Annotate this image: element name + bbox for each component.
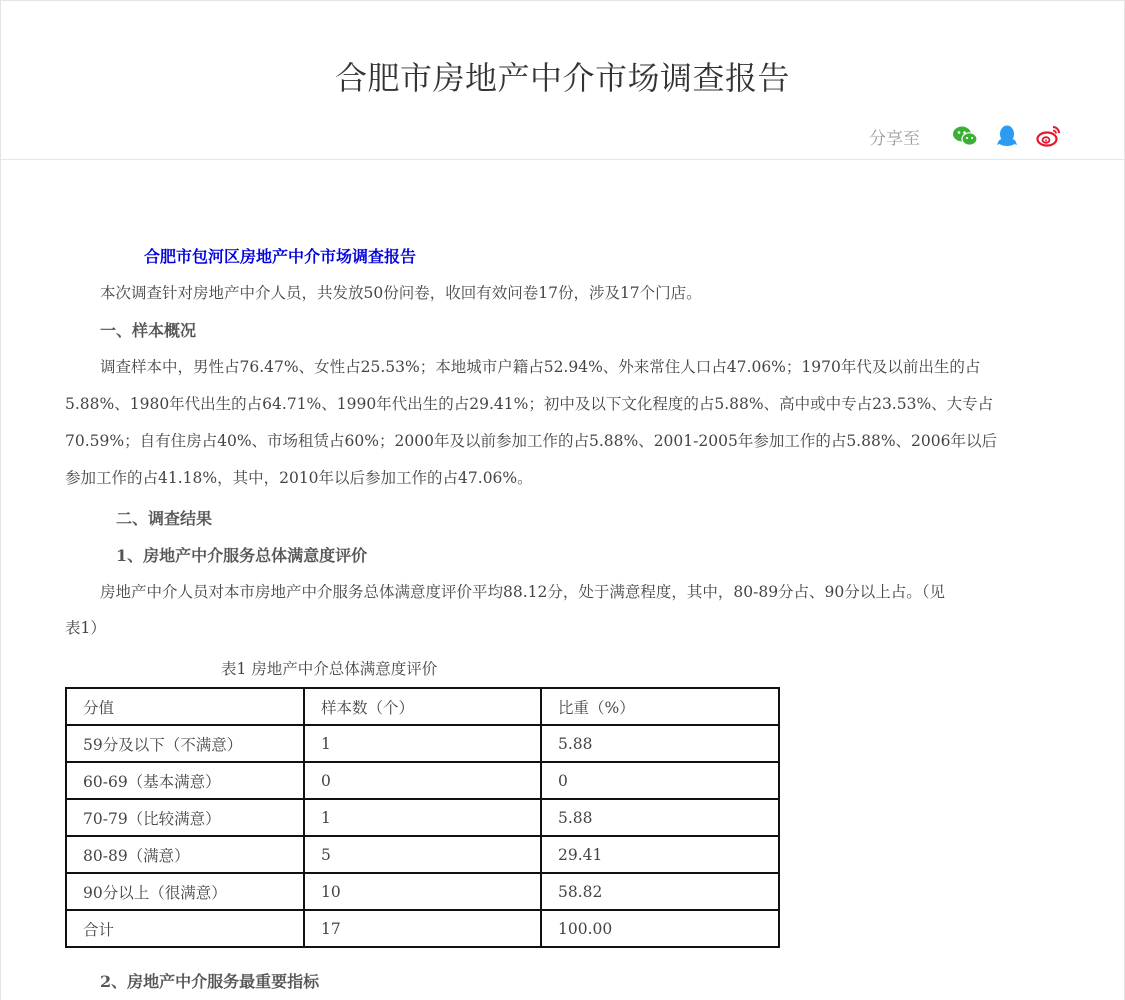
table-header-cell: 比重（%） xyxy=(541,688,779,725)
table-total-row xyxy=(66,910,779,947)
table-cell: 70-79（比较满意） xyxy=(66,799,304,836)
qq-icon[interactable] xyxy=(994,123,1020,149)
table-cell: 29.41 xyxy=(541,836,779,873)
table-caption: 表1 房地产中介总体满意度评价 xyxy=(221,660,438,678)
table-cell: 58.82 xyxy=(541,873,779,910)
article-subtitle: 合肥市包河区房地产中介市场调查报告 xyxy=(144,247,417,266)
wechat-icon[interactable] xyxy=(952,123,978,149)
table-row xyxy=(66,836,779,873)
table-row xyxy=(66,725,779,762)
table-cell: 59分及以下（不满意） xyxy=(66,725,304,762)
sample-paragraph-line: 5.88%、1980年代出生的占64.71%、1990年代出生的占29.41%；初中及以下文化程度的占5.88%、高中或中专占23.53%、大专占 xyxy=(65,395,994,413)
table-cell: 10 xyxy=(304,873,541,910)
table-cell: 0 xyxy=(541,762,779,799)
page-title: 合肥市房地产中介市场调查报告 xyxy=(334,59,790,97)
weibo-icon[interactable] xyxy=(1036,123,1062,149)
table-header-cell: 样本数（个） xyxy=(304,688,541,725)
table-cell: 合计 xyxy=(66,910,304,947)
satisfaction-paragraph-line: 房地产中介人员对本市房地产中介服务总体满意度评价平均88.12分，处于满意程度，其中，80-89分占、90分以上占。（见 xyxy=(100,583,946,601)
satisfaction-table xyxy=(65,687,780,948)
share-label: 分享至 xyxy=(869,128,920,149)
table-cell: 80-89（满意） xyxy=(66,836,304,873)
subsection-heading-satisfaction: 1、房地产中介服务总体满意度评价 xyxy=(116,546,368,565)
table-header-cell: 分值 xyxy=(66,688,304,725)
table-header-row xyxy=(66,688,779,725)
table-cell: 1 xyxy=(304,799,541,836)
table-cell: 5.88 xyxy=(541,725,779,762)
share-bar xyxy=(869,122,1062,150)
sample-paragraph-line: 调查样本中，男性占76.47%、女性占25.53%；本地城市户籍占52.94%、外来常住人口占47.06%；1970年代及以前出生的占 xyxy=(100,358,981,376)
section-heading-sample: 一、样本概况 xyxy=(100,321,197,340)
sample-paragraph-line: 参加工作的占41.18%，其中，2010年以后参加工作的占47.06%。 xyxy=(65,469,533,487)
intro-paragraph: 本次调查针对房地产中介人员，共发放50份问卷，收回有效问卷17份，涉及17个门店。 xyxy=(100,284,702,302)
article-header xyxy=(1,1,1124,160)
section-heading-results: 二、调查结果 xyxy=(116,509,213,528)
table-cell: 5.88 xyxy=(541,799,779,836)
table-cell: 5 xyxy=(304,836,541,873)
table-cell: 90分以上（很满意） xyxy=(66,873,304,910)
sample-paragraph-line: 70.59%；自有住房占40%、市场租赁占60%；2000年及以前参加工作的占5.88%、2001-2005年参加工作的占5.88%、2006年以后 xyxy=(65,432,998,450)
table-cell: 60-69（基本满意） xyxy=(66,762,304,799)
table-row xyxy=(66,799,779,836)
table-cell: 100.00 xyxy=(541,910,779,947)
table-row xyxy=(66,762,779,799)
table-row xyxy=(66,873,779,910)
table-cell: 1 xyxy=(304,725,541,762)
table-cell: 17 xyxy=(304,910,541,947)
table-cell: 0 xyxy=(304,762,541,799)
satisfaction-paragraph-line: 表1） xyxy=(65,619,106,637)
subsection-heading-indicators: 2、房地产中介服务最重要指标 xyxy=(100,972,320,991)
